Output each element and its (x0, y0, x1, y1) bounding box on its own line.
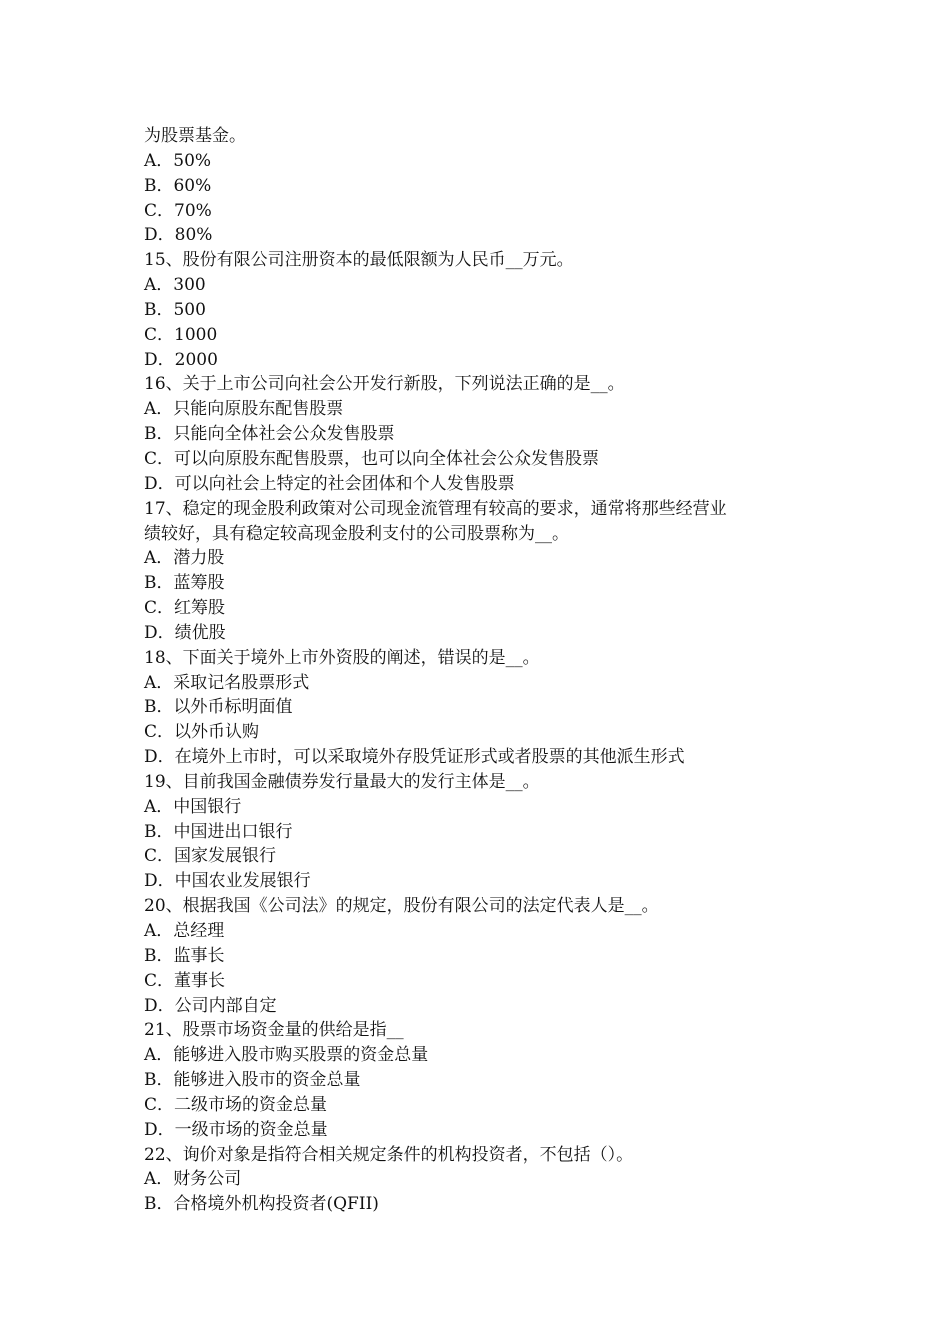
option-a: A．300 (144, 275, 206, 296)
question-17: 17、稳定的现金股利政策对公司现金流管理有较高的要求，通常将那些经营业 (144, 498, 727, 519)
option-d: D．80% (144, 225, 213, 246)
question-19: 19、目前我国金融债券发行量最大的发行主体是__。 (144, 771, 540, 792)
option-d: D．公司内部自定 (144, 995, 277, 1016)
option-d: D．中国农业发展银行 (144, 871, 311, 892)
option-b: B．500 (144, 299, 206, 320)
option-c: C．红筹股 (144, 598, 226, 619)
option-d: D．可以向社会上特定的社会团体和个人发售股票 (144, 473, 515, 494)
option-b: B．能够进入股市的资金总量 (144, 1070, 361, 1091)
option-d: D．一级市场的资金总量 (144, 1119, 328, 1140)
option-a: A．能够进入股市购买股票的资金总量 (144, 1045, 429, 1066)
option-d: D．2000 (144, 349, 218, 370)
option-c: C．二级市场的资金总量 (144, 1094, 328, 1115)
question-18: 18、下面关于境外上市外资股的阐述，错误的是__。 (144, 647, 540, 668)
question-22: 22、询价对象是指符合相关规定条件的机构投资者，不包括（）。 (144, 1144, 634, 1165)
option-c: C．1000 (144, 324, 218, 345)
option-d: D．绩优股 (144, 622, 226, 643)
option-b: B．只能向全体社会公众发售股票 (144, 424, 395, 445)
document-body (144, 124, 814, 1217)
question-16: 16、关于上市公司向社会公开发行新股，下列说法正确的是__。 (144, 374, 625, 395)
option-c: C．董事长 (144, 970, 226, 991)
option-c: C．国家发展银行 (144, 846, 277, 867)
option-b: B．监事长 (144, 945, 225, 966)
question-continuation: 为股票基金。 (144, 126, 246, 146)
option-a: A．潜力股 (144, 548, 225, 569)
option-b: B．以外币标明面值 (144, 697, 293, 718)
option-a: A．只能向原股东配售股票 (144, 399, 344, 420)
question-21: 21、股票市场资金量的供给是指__ (144, 1020, 404, 1041)
option-a: A．财务公司 (144, 1169, 242, 1190)
option-b: B．60% (144, 175, 212, 196)
option-c: C．可以向原股东配售股票，也可以向全体社会公众发售股票 (144, 448, 600, 469)
option-b: B．中国进出口银行 (144, 821, 293, 842)
option-a: A．50% (144, 150, 212, 171)
option-c: C．以外币认购 (144, 722, 260, 743)
question-15: 15、股份有限公司注册资本的最低限额为人民币__万元。 (144, 250, 574, 271)
option-a: A．采取记名股票形式 (144, 672, 310, 693)
question-20: 20、根据我国《公司法》的规定，股份有限公司的法定代表人是__。 (144, 896, 659, 917)
option-d: D．在境外上市时，可以采取境外存股凭证形式或者股票的其他派生形式 (144, 747, 685, 768)
option-a: A．中国银行 (144, 796, 242, 817)
option-a: A．总经理 (144, 921, 225, 941)
option-b: B．合格境外机构投资者(QFII) (144, 1194, 379, 1215)
option-c: C．70% (144, 200, 212, 221)
option-b: B．蓝筹股 (144, 573, 225, 594)
question-17-continuation: 绩较好，具有稳定较高现金股利支付的公司股票称为__。 (144, 523, 569, 544)
